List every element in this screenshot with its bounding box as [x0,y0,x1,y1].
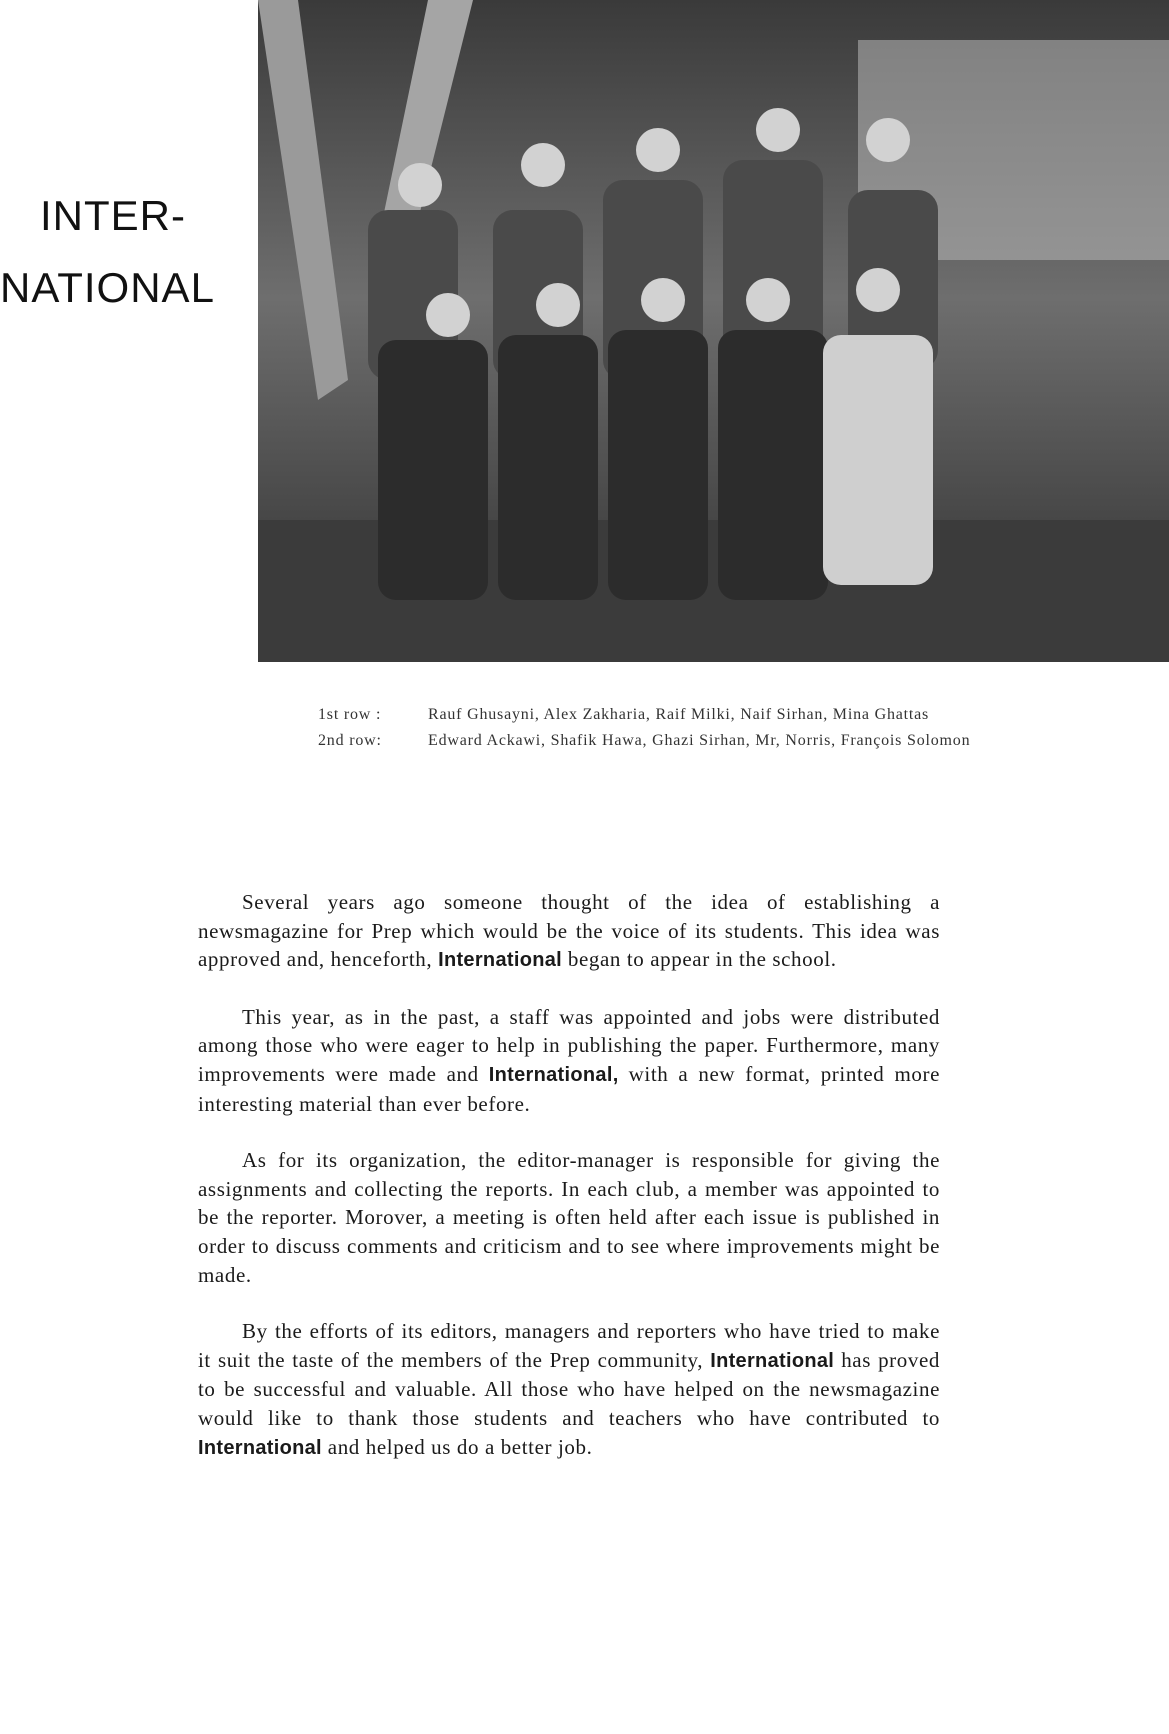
paragraph-1: Several years ago someone thought of the idea of establishing a newsmagazine for Prep which would be the voice of its students. This idea was approved and, henceforth, International began to appear in the school. [198,890,940,972]
caption-row-names: Edward Ackawi, Shafik Hawa, Ghazi Sirhan, Mr, Norris, François Solomon [428,732,971,749]
article-body [198,888,940,1490]
caption-row-names: Rauf Ghusayni, Alex Zakharia, Raif Milki, Naif Sirhan, Mina Ghattas [428,706,930,723]
photo-caption [318,702,1138,754]
caption-row-1 [318,702,1138,728]
caption-row-label: 1st row : [318,706,382,723]
publication-name: International [438,949,563,972]
title-line-1: INTER- [40,192,186,239]
publication-name: International [198,1436,322,1459]
publication-name: International [710,1349,835,1372]
caption-row-2 [318,728,1138,754]
title-line-2: NATIONAL [0,264,215,311]
paragraph-4: By the efforts of its editors, managers and reporters who have tried to make it suit the taste of the members of the Prep community, International has proved to be successful and valuable. All those who have helped on the newsmagazine would like to thank those students and teachers who have contributed to International and helped us do a better job. [198,1319,940,1459]
publication-name: International, [488,1063,619,1086]
caption-row-label: 2nd row: [318,732,382,749]
group-photo-icon [258,0,1169,662]
page-title [0,180,270,324]
paragraph-2: This year, as in the past, a staff was appointed and jobs were distributed among those who were eager to help in publishing the paper. Furthermore, many improvements were made and International, with a new format, printed more interesting material than ever before. [198,1004,940,1116]
paragraph-3: As for its organization, the editor-manager is responsible for giving the assignments and collecting the reports. In each club, a member was appointed to be the reporter. Morover, a meeting is often held after each issue is published in order to discuss comments and criticism and to see where improvements might be made. [198,1148,940,1287]
